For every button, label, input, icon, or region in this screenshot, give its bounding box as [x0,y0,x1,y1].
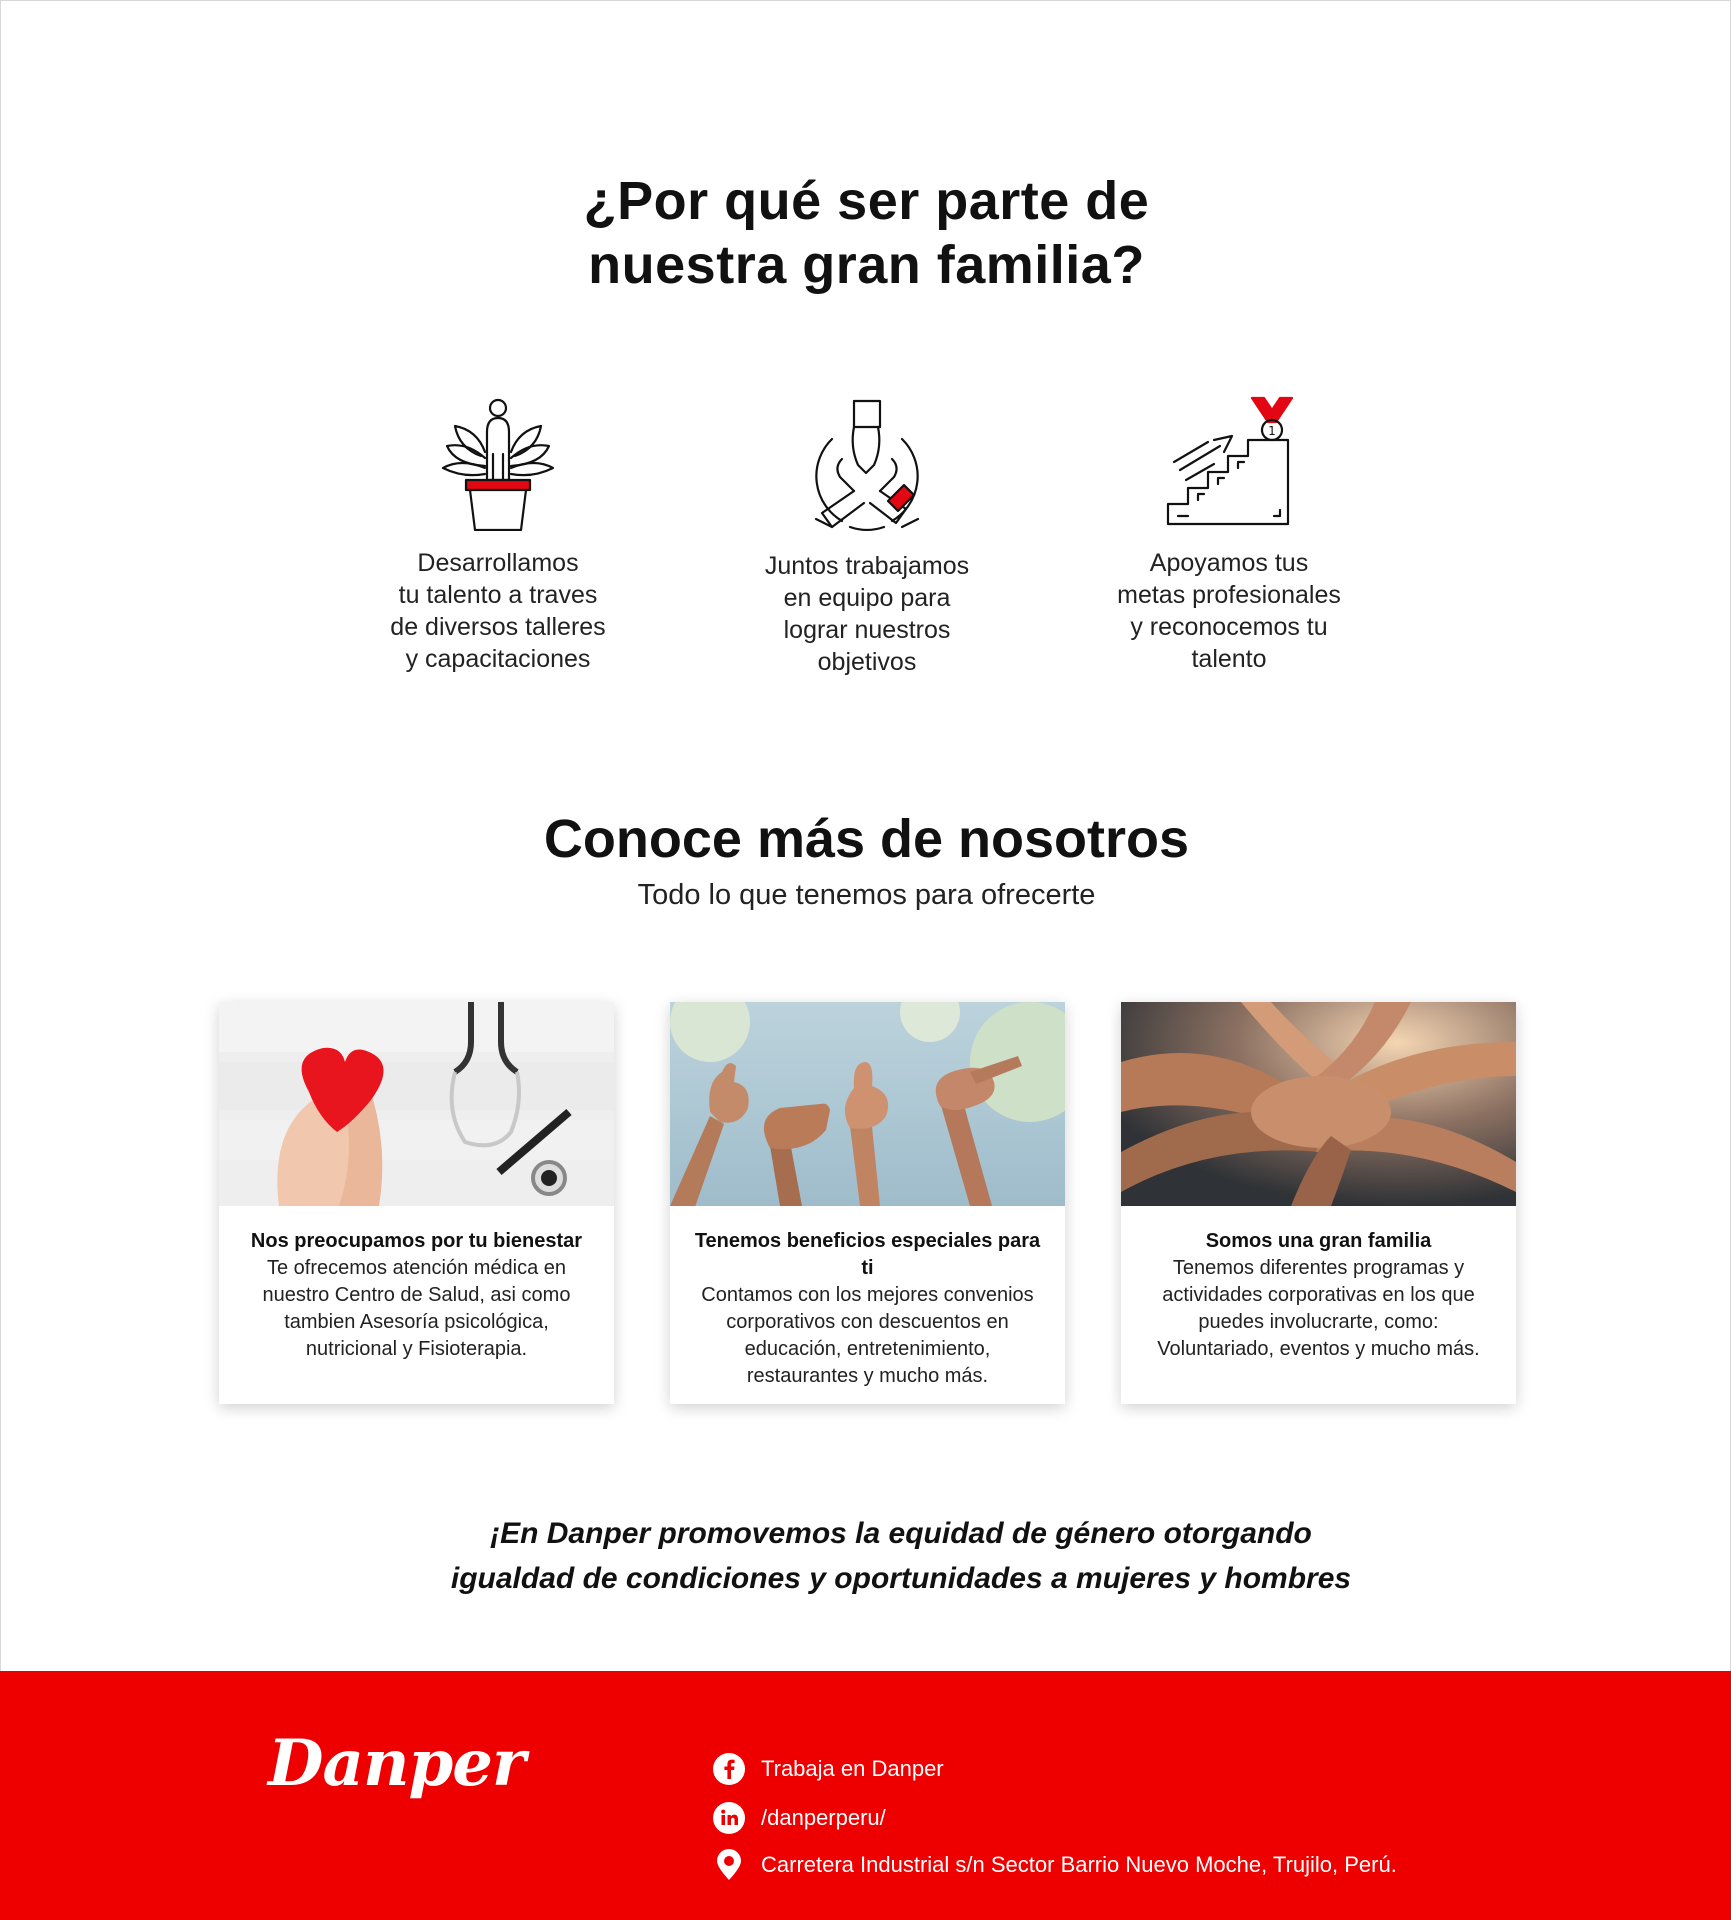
footer [0,1671,1731,1920]
card-wellbeing [219,1002,614,1404]
card-wellbeing-desc: Te ofrecemos atención médica en nuestro Centro de Salud, asi como tambien Asesoría psicológica, nutricional y Fisioterapia. [262,1257,571,1360]
feature-talent-text: Desarrollamos tu talento a traves de diversos talleres y capacitaciones [390,549,606,673]
card-benefits [670,1002,1065,1404]
linkedin-icon[interactable] [713,1802,745,1834]
why-heading: ¿Por qué ser parte de nuestra gran familia? [583,171,1150,295]
feature-teamwork-text: Juntos trabajamos en equipo para lograr nuestros objetivos [764,552,970,676]
danper-logo[interactable]: Danper [268,1726,525,1801]
feature-goals [1079,396,1379,675]
facebook-icon[interactable] [713,1753,745,1785]
contact-address [713,1849,1397,1881]
card-family-desc: Tenemos diferentes programas y actividades corporativas en los que puedes involucrarte, como: Voluntariado, eventos y mucho más. [1157,1257,1480,1360]
feature-teamwork [717,399,1017,678]
card-family [1121,1002,1516,1404]
contact-facebook[interactable] [713,1753,944,1785]
team-hands-icon [802,399,932,534]
card-benefits-title: Tenemos beneficios especiales para ti [694,1230,1041,1279]
stairs-medal-icon [1164,396,1294,531]
contact-facebook-text[interactable]: Trabaja en Danper [761,1756,944,1781]
know-heading: Conoce más de nosotros [543,809,1190,869]
contact-linkedin[interactable] [713,1802,886,1834]
equity-statement: ¡En Danper promovemos la equidad de género otorgando igualdad de condiciones y oportunidades a mujeres y hombres [450,1517,1352,1595]
heart-stethoscope-photo [219,1002,614,1206]
stacked-hands-photo [1121,1002,1516,1206]
plant-person-icon [433,396,563,531]
card-wellbeing-title: Nos preocupamos por tu bienestar [250,1230,583,1252]
know-subheading: Todo lo que tenemos para ofrecerte [637,879,1096,911]
feature-goals-text: Apoyamos tus metas profesionales y reconocemos tu talento [1117,549,1341,673]
thumbs-up-photo [670,1002,1065,1206]
card-benefits-desc: Contamos con los mejores convenios corporativos con descuentos en educación, entretenimiento, restaurantes y mucho más. [701,1284,1034,1387]
location-pin-icon [713,1849,745,1881]
card-family-title: Somos una gran familia [1205,1230,1432,1252]
contact-address-text: Carretera Industrial s/n Sector Barrio Nuevo Moche, Trujilo, Perú. [761,1852,1397,1877]
contact-linkedin-text[interactable]: /danperperu/ [761,1805,886,1830]
feature-talent [348,396,648,675]
svg-text:1: 1 [1268,424,1276,438]
